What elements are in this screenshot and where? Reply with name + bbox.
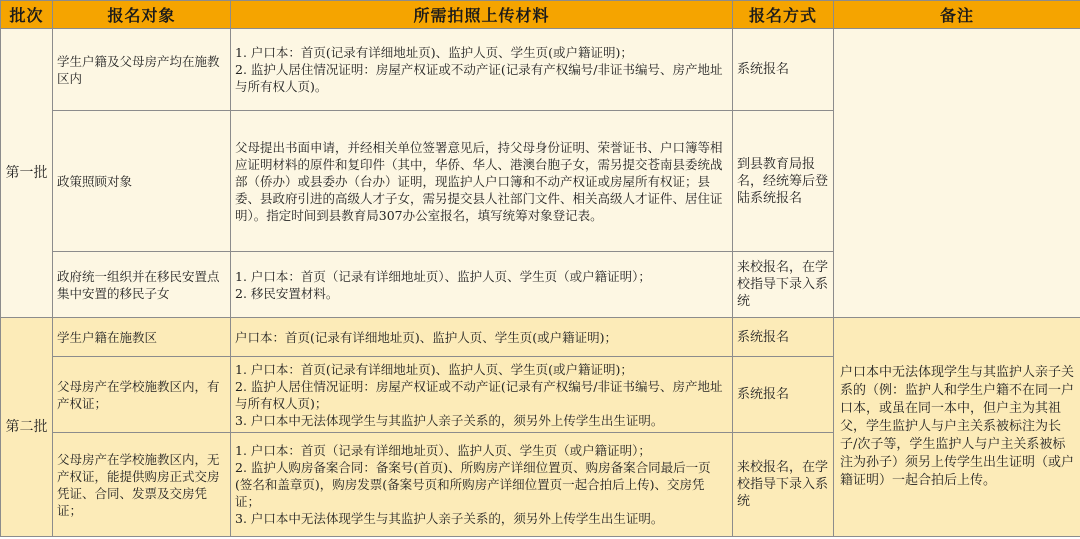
material-line: 3. 户口本中无法体现学生与其监护人亲子关系的，须另外上传学生出生证明。 [235,511,664,526]
method-cell: 来校报名，在学校指导下录入系统 [733,433,834,537]
method-cell: 系统报名 [733,357,834,433]
material-line: 3. 户口本中无法体现学生与其监护人亲子关系的，须另外上传学生出生证明。 [235,412,664,428]
material-line: 1. 户口本：首页(记录有详细地址页)、监护人页、学生页(或户籍证明)； [235,45,633,60]
notes-cell-batch-2: 户口本中无法体现学生与其监护人亲子关系的（例：监护人和学生户籍不在同一户口本，或虽在同一本中，但户主为其祖父，学生监护人与户主关系被标注为长子/次子等，学生监护人与户主关系被标注为孙子）须另上传学生出生证明（或户籍证明）一起合拍后上传。 [834,318,1080,537]
batch-1-label: 第一批 [1,29,53,318]
material-line: 1. 户口本：首页(记录有详细地址页)、监护人页、学生页(或户籍证明)； [235,361,633,377]
material-line: 2. 监护人居住情况证明：房屋产权证或不动产证(记录有产权编号/非证书编号、房产地址与所有权人页)。 [235,62,723,94]
materials-cell: 户口本：首页(记录有详细地址页)、监护人页、学生页(或户籍证明)； [231,318,733,357]
materials-cell [231,357,733,433]
header-method: 报名方式 [733,1,834,29]
table-header-row [1,1,1080,29]
target-cell: 学生户籍在施教区 [53,318,231,357]
batch-2-label: 第二批 [1,318,53,537]
method-cell: 系统报名 [733,29,834,111]
method-cell: 来校报名，在学校指导下录入系统 [733,252,834,318]
method-cell: 系统报名 [733,318,834,357]
target-cell: 政府统一组织并在移民安置点集中安置的移民子女 [53,252,231,318]
material-line: 2. 监护人购房备案合同：备案号(首页)、所购房产详细位置页、购房备案合同最后一页(签名和盖章页)，购房发票(备案号页和所购房产详细位置页一起合拍后上传)、交房凭证； [235,460,711,509]
materials-cell [231,252,733,318]
notes-cell-batch-1 [834,29,1080,318]
header-target: 报名对象 [53,1,231,29]
target-cell: 父母房产在学校施教区内，无产权证，能提供购房正式交房凭证、合同、发票及交房凭证； [53,433,231,537]
target-cell: 父母房产在学校施教区内，有产权证； [53,357,231,433]
target-cell: 学生户籍及父母房产均在施教区内 [53,29,231,111]
material-line: 1. 户口本：首页（记录有详细地址页）、监护人页、学生页（或户籍证明）； [235,443,651,458]
materials-cell: 父母提出书面申请，并经相关单位签署意见后，持父母身份证明、荣誉证书、户口簿等相应证明材料的原件和复印件（其中，华侨、华人、港澳台胞子女，需另提交苍南县委统战部（侨办）或县委办（台办）证明，现监护人户口簿和不动产权证或房屋所有权证；县委、县政府引进的高级人才子女，需另提交县人社部门文件、相关高级人才证件、居住证明）。指定时间到县教育局307办公室报名，填写统筹对象登记表。 [231,111,733,252]
table-row [1,318,1080,357]
material-line: 2. 移民安置材料。 [235,285,339,301]
material-line: 1. 户口本：首页（记录有详细地址页）、监护人页、学生页（或户籍证明）； [235,268,651,284]
method-cell: 到县教育局报名，经统筹后登陆系统报名 [733,111,834,252]
materials-cell [231,29,733,111]
header-materials: 所需拍照上传材料 [231,1,733,29]
materials-cell [231,433,733,537]
target-cell: 政策照顾对象 [53,111,231,252]
table-row [1,29,1080,111]
header-batch: 批次 [1,1,53,29]
header-notes: 备注 [834,1,1080,29]
material-line: 2. 监护人居住情况证明：房屋产权证或不动产证(记录有产权编号/非证书编号、房产地址与所有权人页)； [235,378,723,411]
